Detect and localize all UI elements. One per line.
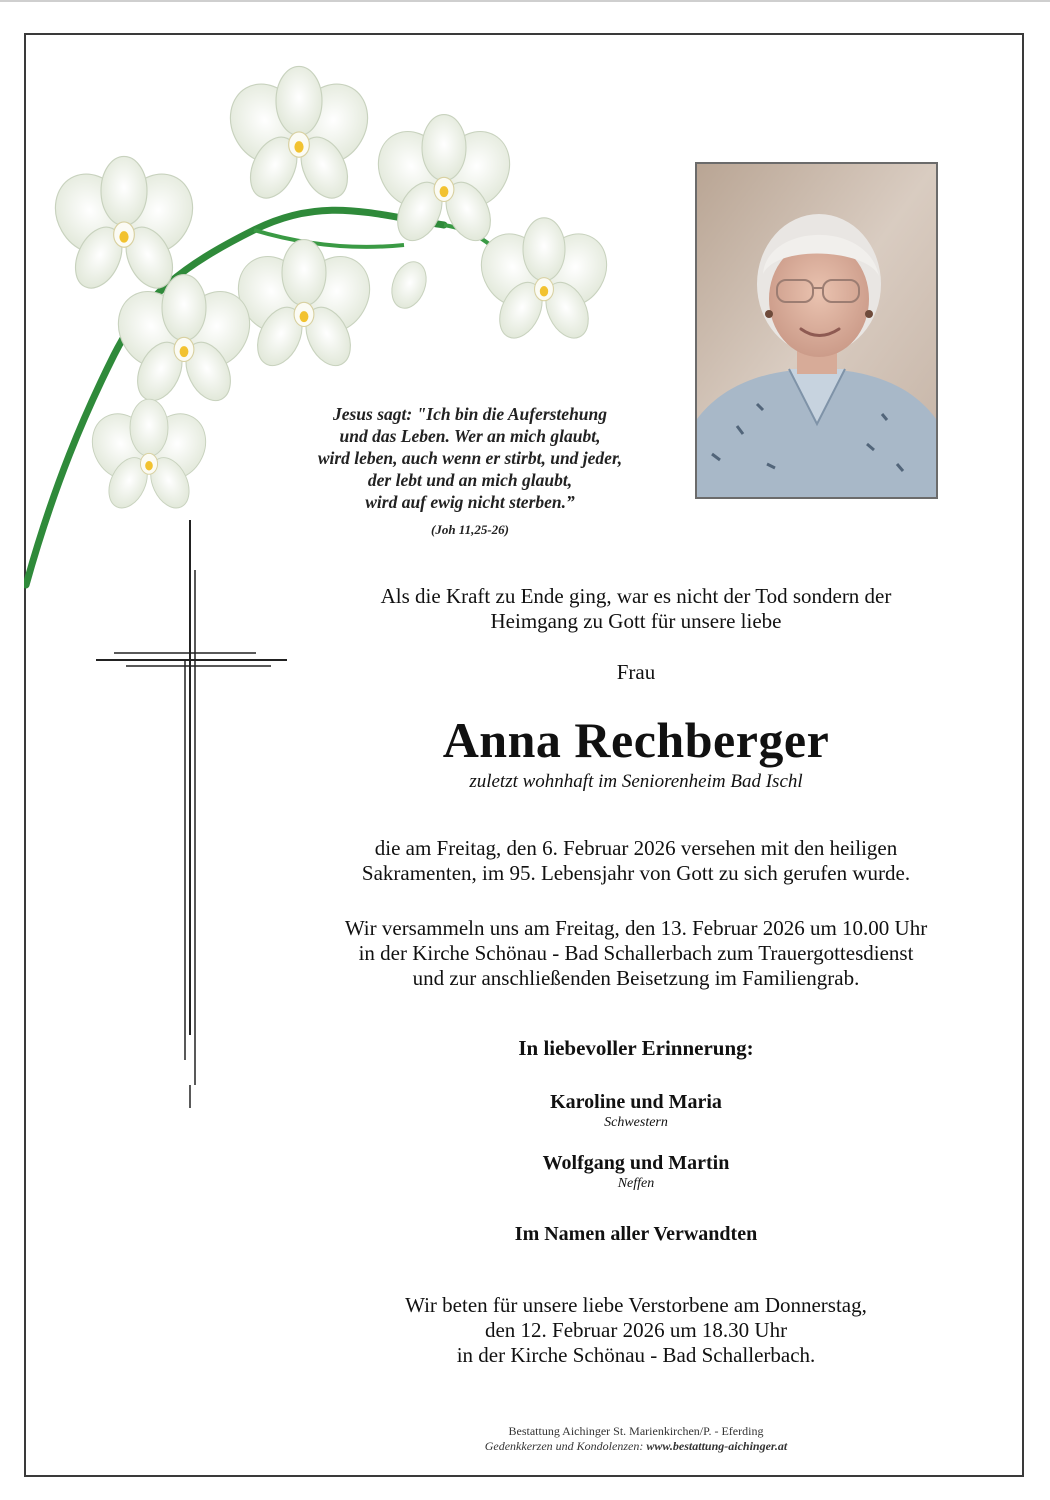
- death-line: Sakramenten, im 95. Lebensjahr von Gott zu sich gerufen wurde.: [361, 861, 911, 885]
- funeral-line: und zur anschließenden Beisetzung im Familiengrab.: [412, 966, 860, 990]
- intro-text: [320, 584, 952, 634]
- salutation: Frau: [616, 660, 656, 684]
- death-line: die am Freitag, den 6. Februar 2026 versehen mit den heiligen: [374, 836, 898, 860]
- quote-line: wird auf ewig nicht sterben.”: [365, 492, 575, 512]
- footer: [320, 1424, 952, 1454]
- memory-heading: In liebevoller Erinnerung:: [518, 1036, 754, 1060]
- deceased-residence: zuletzt wohnhaft im Seniorenheim Bad Ischl: [469, 771, 803, 792]
- prayer-line: Wir beten für unsere liebe Verstorbene am Donnerstag,: [405, 1293, 867, 1317]
- top-rule: [0, 0, 1050, 2]
- death-notice: [320, 836, 952, 886]
- prayer-line: den 12. Februar 2026 um 18.30 Uhr: [484, 1318, 788, 1342]
- bible-quote: [270, 403, 670, 541]
- prayer-notice: [320, 1293, 952, 1368]
- funeral-line: Wir versammeln uns am Freitag, den 13. Februar 2026 um 10.00 Uhr: [344, 916, 928, 940]
- cross-icon: [96, 520, 291, 1110]
- deceased-name: Anna Rechberger: [442, 712, 830, 768]
- portrait-photo: [695, 162, 938, 499]
- mourner-entry: [320, 1152, 952, 1192]
- relatives-line: Im Namen aller Verwandten: [514, 1223, 758, 1245]
- funeral-line: in der Kirche Schönau - Bad Schallerbach zum Trauergottesdienst: [358, 941, 914, 965]
- kondolenz-label: Gedenkkerzen und Kondolenzen:: [484, 1439, 644, 1453]
- footer-kondolenz: [320, 1439, 952, 1454]
- quote-line: Jesus sagt: "Ich bin die Auferstehung: [332, 404, 608, 424]
- quote-reference: (Joh 11,25-26): [431, 522, 509, 537]
- footer-company: Bestattung Aichinger St. Marienkirchen/P. - Eferding: [508, 1424, 764, 1438]
- mourner-relation: Neffen: [617, 1176, 655, 1191]
- mourner-relation: Schwestern: [604, 1115, 668, 1130]
- funeral-notice: [320, 916, 952, 991]
- intro-line: Als die Kraft zu Ende ging, war es nicht der Tod sondern der: [380, 584, 892, 608]
- website-link[interactable]: www.bestattung-aichinger.at: [646, 1439, 788, 1453]
- quote-line: der lebt und an mich glaubt,: [367, 470, 573, 490]
- mourner-names: Karoline und Maria: [550, 1091, 722, 1113]
- mourner-entry: [320, 1091, 952, 1131]
- quote-line: wird leben, auch wenn er stirbt, und jeder,: [317, 448, 623, 468]
- mourner-names: Wolfgang und Martin: [542, 1152, 730, 1174]
- prayer-line: in der Kirche Schönau - Bad Schallerbach.: [456, 1343, 816, 1367]
- intro-line: Heimgang zu Gott für unsere liebe: [490, 609, 782, 633]
- quote-line: und das Leben. Wer an mich glaubt,: [339, 426, 601, 446]
